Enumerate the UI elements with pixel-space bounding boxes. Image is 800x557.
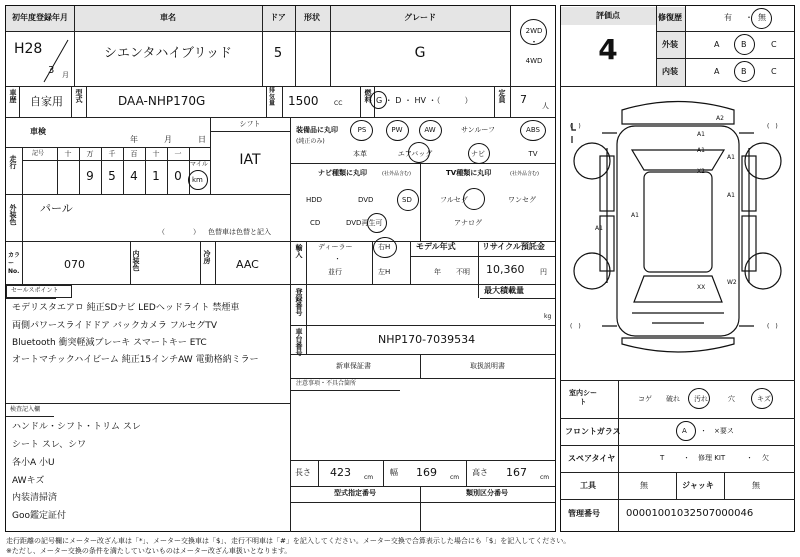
model-code-label: 型式指定番号 xyxy=(334,489,376,497)
mileage-digit: 9 xyxy=(86,169,94,183)
dealer-label: ディーラー xyxy=(318,243,353,251)
mileage-digit: 5 xyxy=(108,169,116,183)
main-table xyxy=(5,5,556,532)
capacity-unit: 人 xyxy=(542,102,549,110)
sheet-option: 破れ xyxy=(666,395,680,403)
svg-text:( ): ( ) xyxy=(570,323,581,330)
right-handle: 右H xyxy=(378,243,391,251)
navi-option: CD xyxy=(310,219,321,227)
mileage-digit: 4 xyxy=(130,169,138,183)
svg-text:( ): ( ) xyxy=(570,123,581,130)
unit-label: 十 xyxy=(64,150,72,158)
repair-option: ・ xyxy=(745,13,753,22)
tools-label: 工具 xyxy=(580,481,596,490)
control-label: 管理番号 xyxy=(568,509,600,518)
unit-label: 百 xyxy=(130,150,138,158)
aw-circle xyxy=(419,120,442,141)
width-unit: cm xyxy=(450,474,460,481)
spare-label: スペアタイヤ xyxy=(568,454,616,463)
length-value: 423 xyxy=(330,466,351,479)
tv-option: アナログ xyxy=(454,219,482,227)
dot: ・ xyxy=(334,255,341,263)
chassis-label: 車台番号 xyxy=(295,328,303,356)
length-label: 長さ xyxy=(295,468,311,477)
windshield-a-circle xyxy=(676,421,696,441)
capacity-value: 7 xyxy=(520,93,527,106)
sales-point-label: セールスポイント xyxy=(11,287,59,294)
equipment-item: 本革 xyxy=(353,150,367,158)
damage-label: A1 xyxy=(697,131,705,138)
color-label: 外装色 xyxy=(9,204,17,225)
ac-value: AAC xyxy=(236,258,259,271)
equipment-label: 装備品に丸印 xyxy=(296,126,338,134)
mileage-digit: 0 xyxy=(174,169,182,183)
jack-value: 無 xyxy=(752,481,760,490)
drive-4wd: 4WD xyxy=(525,57,543,65)
model-value: DAA-NHP170G xyxy=(118,94,206,108)
repair-label: 修復歴 xyxy=(658,13,682,22)
km-label: km xyxy=(192,176,203,184)
svg-text:( ): ( ) xyxy=(767,123,778,130)
damage-label: XX xyxy=(697,284,706,291)
model-year-unit: 年 xyxy=(434,268,441,276)
drive-2wd: 2WD xyxy=(525,27,543,35)
repair-option: 有 xyxy=(724,13,732,22)
abc-option: B xyxy=(741,40,747,49)
spare-option: T xyxy=(660,454,665,462)
unit-label: 一 xyxy=(174,150,182,158)
equipment-item: PS xyxy=(357,126,367,134)
sales-point-line: オートマチックハイビーム 純正15インチAW 電動格納ミラー xyxy=(12,355,259,365)
equipment-item: PW xyxy=(391,126,403,134)
width-value: 169 xyxy=(416,466,437,479)
fuel-options: G ・ D ・ HV ・（ ） xyxy=(376,96,473,105)
abc-option: A xyxy=(714,40,720,49)
month-unit: 月 xyxy=(62,71,69,79)
displacement-label: 排気量 xyxy=(269,87,276,108)
max-load-unit: kg xyxy=(544,313,552,320)
inspection-note-line: ハンドル・シフト・トリム スレ xyxy=(12,422,141,432)
sales-point-line: Bluetooth 衝突軽減ブレーキ スマートキー ETC xyxy=(12,338,207,348)
mileage-kigou: 記号 xyxy=(32,150,45,157)
score-value: 4 xyxy=(598,33,618,66)
left-handle: 左H xyxy=(378,268,391,276)
capacity-label: 定員 xyxy=(498,89,506,103)
exterior-b-circle xyxy=(734,34,755,55)
sales-point-line: モデリスタエアロ 純正SDナビ LEDヘッドライト 禁煙車 xyxy=(12,303,240,313)
svg-text:( ): ( ) xyxy=(767,323,778,330)
tv-fullseg-circle xyxy=(463,188,485,210)
height-label: 高さ xyxy=(472,468,488,477)
reg-year-label: 初年度登録年月 xyxy=(12,13,68,22)
displacement-unit: CC xyxy=(334,100,343,107)
spare-option: ・ xyxy=(746,454,753,462)
inspection-note-line: Goo鑑定証付 xyxy=(12,511,66,521)
footer-note-2: ※ただし、メーター交換の条件を満たしていないものはメーター改ざん車扱いとなります。 xyxy=(6,547,292,555)
repair-none-circle xyxy=(751,8,772,29)
equipment-item: ABS xyxy=(526,126,540,134)
navi-label: ナビ種類に丸印 xyxy=(318,169,367,177)
registration-label: 登録番号 xyxy=(295,288,303,316)
usage-label: 車歴 xyxy=(9,89,17,103)
inspection-notes-label: 検査記入欄 xyxy=(10,406,41,413)
scratch-circle xyxy=(751,388,773,409)
grade-value: G xyxy=(414,45,426,61)
abc-option: A xyxy=(714,67,720,76)
interior-label: 内装 xyxy=(662,67,678,76)
control-value: 00001001032507000046 xyxy=(626,508,754,519)
windshield-label: フロントガラス xyxy=(565,427,621,436)
interior-color-label: 内装色 xyxy=(132,250,140,271)
shape-label: 形状 xyxy=(304,13,320,22)
shift-value: IAT xyxy=(239,152,261,168)
max-load-label: 最大積載量 xyxy=(484,286,524,295)
unit-label: 千 xyxy=(108,150,116,158)
ac-label: 冷房 xyxy=(203,250,211,264)
sheet-option: キズ xyxy=(757,395,771,403)
equipment-item: ナビ xyxy=(471,150,485,158)
tools-value: 無 xyxy=(640,481,648,490)
class-code-label: 類別区分番号 xyxy=(466,489,508,497)
spare-option: 欠 xyxy=(762,454,769,462)
sheet-option: 汚れ xyxy=(694,395,708,403)
damage-label: A1 xyxy=(697,147,705,154)
tv-option: フルセグ xyxy=(440,196,468,204)
repair-option: 無 xyxy=(758,13,766,22)
navi-sub: (社外品含む) xyxy=(382,171,411,177)
color-value: パール xyxy=(40,202,73,215)
inspection-note-line: 各小A 小U xyxy=(12,458,55,468)
damage-label: A1 xyxy=(595,225,603,232)
navi-circle xyxy=(468,143,490,164)
length-unit: cm xyxy=(364,474,374,481)
color-no-value: 070 xyxy=(64,258,85,271)
inspection-note-line: AWキズ xyxy=(12,476,45,486)
damage-label: A1 xyxy=(727,192,735,199)
recycle-label: リサイクル預託金 xyxy=(482,242,545,251)
km-selected-circle xyxy=(188,170,208,190)
dirt-circle xyxy=(688,388,710,409)
interior-sheet-label: 室内シート xyxy=(569,389,597,407)
door-label: ドア xyxy=(270,13,286,22)
navi-option: HDD xyxy=(306,196,323,204)
inspection-year-unit: 年 xyxy=(130,135,138,144)
interior-b-circle xyxy=(734,61,755,82)
grade-label: グレード xyxy=(404,13,436,22)
fuel-label: 燃料 xyxy=(364,89,372,103)
abc-option: C xyxy=(771,40,777,49)
manual-label: 取扱説明書 xyxy=(470,362,505,370)
inspection-label: 車検 xyxy=(30,127,46,136)
door-count: 5 xyxy=(273,46,283,61)
sheet-option: コゲ xyxy=(638,395,652,403)
unit-label: 万 xyxy=(86,150,94,158)
mileage-label: 走行 xyxy=(9,155,17,169)
navi-option: DVD xyxy=(358,196,374,204)
spare-option: ・ xyxy=(683,454,690,462)
reg-year: H28 xyxy=(14,41,43,57)
equipment-item: エアバッグ xyxy=(397,150,433,158)
equipment-item: サンルーフ xyxy=(460,126,496,134)
spare-option: 修理 KIT xyxy=(698,454,726,462)
equipment-sub: (純正のみ) xyxy=(296,138,325,145)
inspection-note-line: シート スレ、シワ xyxy=(12,440,87,450)
fuel-selected-circle xyxy=(370,91,387,109)
windshield-option: ・ xyxy=(700,427,707,435)
jack-label: ジャッキ xyxy=(682,481,714,490)
shift-label: シフト xyxy=(239,120,261,128)
damage-label: A2 xyxy=(716,115,724,122)
recycle-unit: 円 xyxy=(540,268,547,276)
model-year-label: モデル年式 xyxy=(416,242,456,251)
tv-label: TV種類に丸印 xyxy=(446,169,492,177)
recycle-value: 10,360 xyxy=(486,263,525,276)
color-no-label: カラーNo. xyxy=(8,252,21,275)
ps-circle xyxy=(350,120,373,141)
navi-dvd-circle xyxy=(367,213,387,233)
selected-2wd-circle xyxy=(520,19,547,45)
inspection-month-unit: 月 xyxy=(164,135,172,144)
inspection-note-line: 内装清掃済 xyxy=(12,493,58,503)
unit-label: 十 xyxy=(152,150,160,158)
mile-label: マイル xyxy=(190,161,208,168)
navi-option: DVD再生可 xyxy=(346,219,383,227)
auction-sheet: 初年度登録年月 車名 ドア 形状 グレード H28 3 月 シエンタハイブリッド 5 G 2WD ・ 4WD 車歴 自家用 型式 DAA-NHP170G 排気量 1500 CC 燃料 G ・ D ・ HV ・（ ） 定員 7 人 車検 年 月 日 走行 記号 十 万 千 百 十 一 9 5 4 1 0 マイル km シフト IAT 装備品に丸印 (純正のみ) PS PW AW サンルーフ ABS 本革 エアバッグ ナビ TV 外装色 パール （ ） 色替車は色替と記入 ナビ種類に丸印 (社外品含む) HDD DVD SD CD DVD再生可 TV種類に丸印 (社外品含む) フルセグ ワンセグ アナログ カラーNo. 070 内装色 冷房 AAC 輸入 ディーラー ・ 並行 右H 左H モデル年式 年 不明 リサイクル預託金 10,360 円 セールスポイント モデリスタエアロ 純正SDナビ LEDヘッドライト 禁煙車 両側パワースライドドア バックカメラ フルセグTV Bluetooth 衝突軽減ブレーキ スマートキー ETC オートマチックハイビーム 純正15インチAW 電動格納ミラー 登録番号 最大積載量 kg 車台番号 NHP170-7039534 新車保証書 取扱説明書 注意事項・不具合箇所 検査記入欄 ハンドル・シフト・トリム スレ シート スレ、シワ 各小A 小U AWキズ 内装清掃済 Goo鑑定証付 長さ 423 cm 幅 169 cm 高さ 167 cm 型式指定番号 類別区分番号 評価点 4 修復歴 有 ・ 無 外装 A B C 内装 A B C ( ) ( ) ( ) ( ) A2 A1 A1 A1 X2 A1 A1 A1 XX W2 室内シート コゲ 破れ 汚れ 穴 キズ フロントガラス A ・ ×要ス スペアタイヤ T ・ 修理 KIT ・ 欠 工具 無 ジャッキ 無 管理番号 00001001032507000046 走行距離の記号欄にメーター改ざん車は「*」、メーター交換車は「$」、走行不明車は「#」を記入してください。メーター交換で合算表示した場合にも「$」を記入してください。 ※ただし、メーター交換の条件を満たしていないものはメーター改ざん車扱いとなります。 xyxy=(0,0,800,557)
navi-option: SD xyxy=(402,196,412,204)
new-car-warranty: 新車保証書 xyxy=(336,362,371,370)
height-unit: cm xyxy=(540,474,550,481)
height-value: 167 xyxy=(506,466,527,479)
car-name: シエンタハイブリッド xyxy=(104,46,232,61)
tv-option: ワンセグ xyxy=(508,196,536,204)
equipment-item: AW xyxy=(424,126,436,134)
color-paren: （ ） xyxy=(158,228,200,236)
reg-month: 3 xyxy=(48,65,55,76)
usage-value: 自家用 xyxy=(30,95,63,108)
damage-label: X2 xyxy=(697,168,705,175)
windshield-option: ×要ス xyxy=(714,427,734,435)
displacement-value: 1500 xyxy=(288,94,319,108)
model-label: 型式 xyxy=(75,89,83,103)
pw-circle xyxy=(386,120,409,141)
score-label: 評価点 xyxy=(596,11,620,20)
chassis-value: NHP170-7039534 xyxy=(378,333,476,346)
airbag-circle xyxy=(408,142,430,163)
color-note: 色替車は色替と記入 xyxy=(208,228,271,236)
model-year-unknown: 不明 xyxy=(456,268,470,276)
damage-label: W2 xyxy=(727,279,737,286)
inspection-day-unit: 日 xyxy=(198,135,206,144)
mileage-digit: 1 xyxy=(152,169,160,183)
abc-option: C xyxy=(771,67,777,76)
tv-sub: (社外品含む) xyxy=(510,171,539,177)
import-label: 輸入 xyxy=(295,244,303,258)
damage-label: A1 xyxy=(727,154,735,161)
windshield-option: A xyxy=(682,427,687,435)
abc-option: B xyxy=(741,67,747,76)
sheet-option: 穴 xyxy=(728,395,735,403)
width-label: 幅 xyxy=(390,468,398,477)
notes-label: 注意事項・不具合箇所 xyxy=(296,380,357,387)
sales-point-line: 両側パワースライドドア バックカメラ フルセグTV xyxy=(12,321,218,331)
damage-label: A1 xyxy=(631,212,639,219)
equipment-item: TV xyxy=(528,150,538,158)
navi-sd-circle xyxy=(397,189,419,211)
exterior-label: 外装 xyxy=(662,40,678,49)
car-name-label: 車名 xyxy=(160,13,176,22)
car-damage-diagram xyxy=(562,88,793,378)
right-handle-circle xyxy=(373,237,397,258)
footer-note-1: 走行距離の記号欄にメーター改ざん車は「*」、メーター交換車は「$」、走行不明車は「#」を記入してください。メーター交換で合算表示した場合にも「$」を記入してください。 xyxy=(6,537,571,545)
abs-circle xyxy=(520,120,546,141)
parallel-label: 並行 xyxy=(328,268,342,276)
